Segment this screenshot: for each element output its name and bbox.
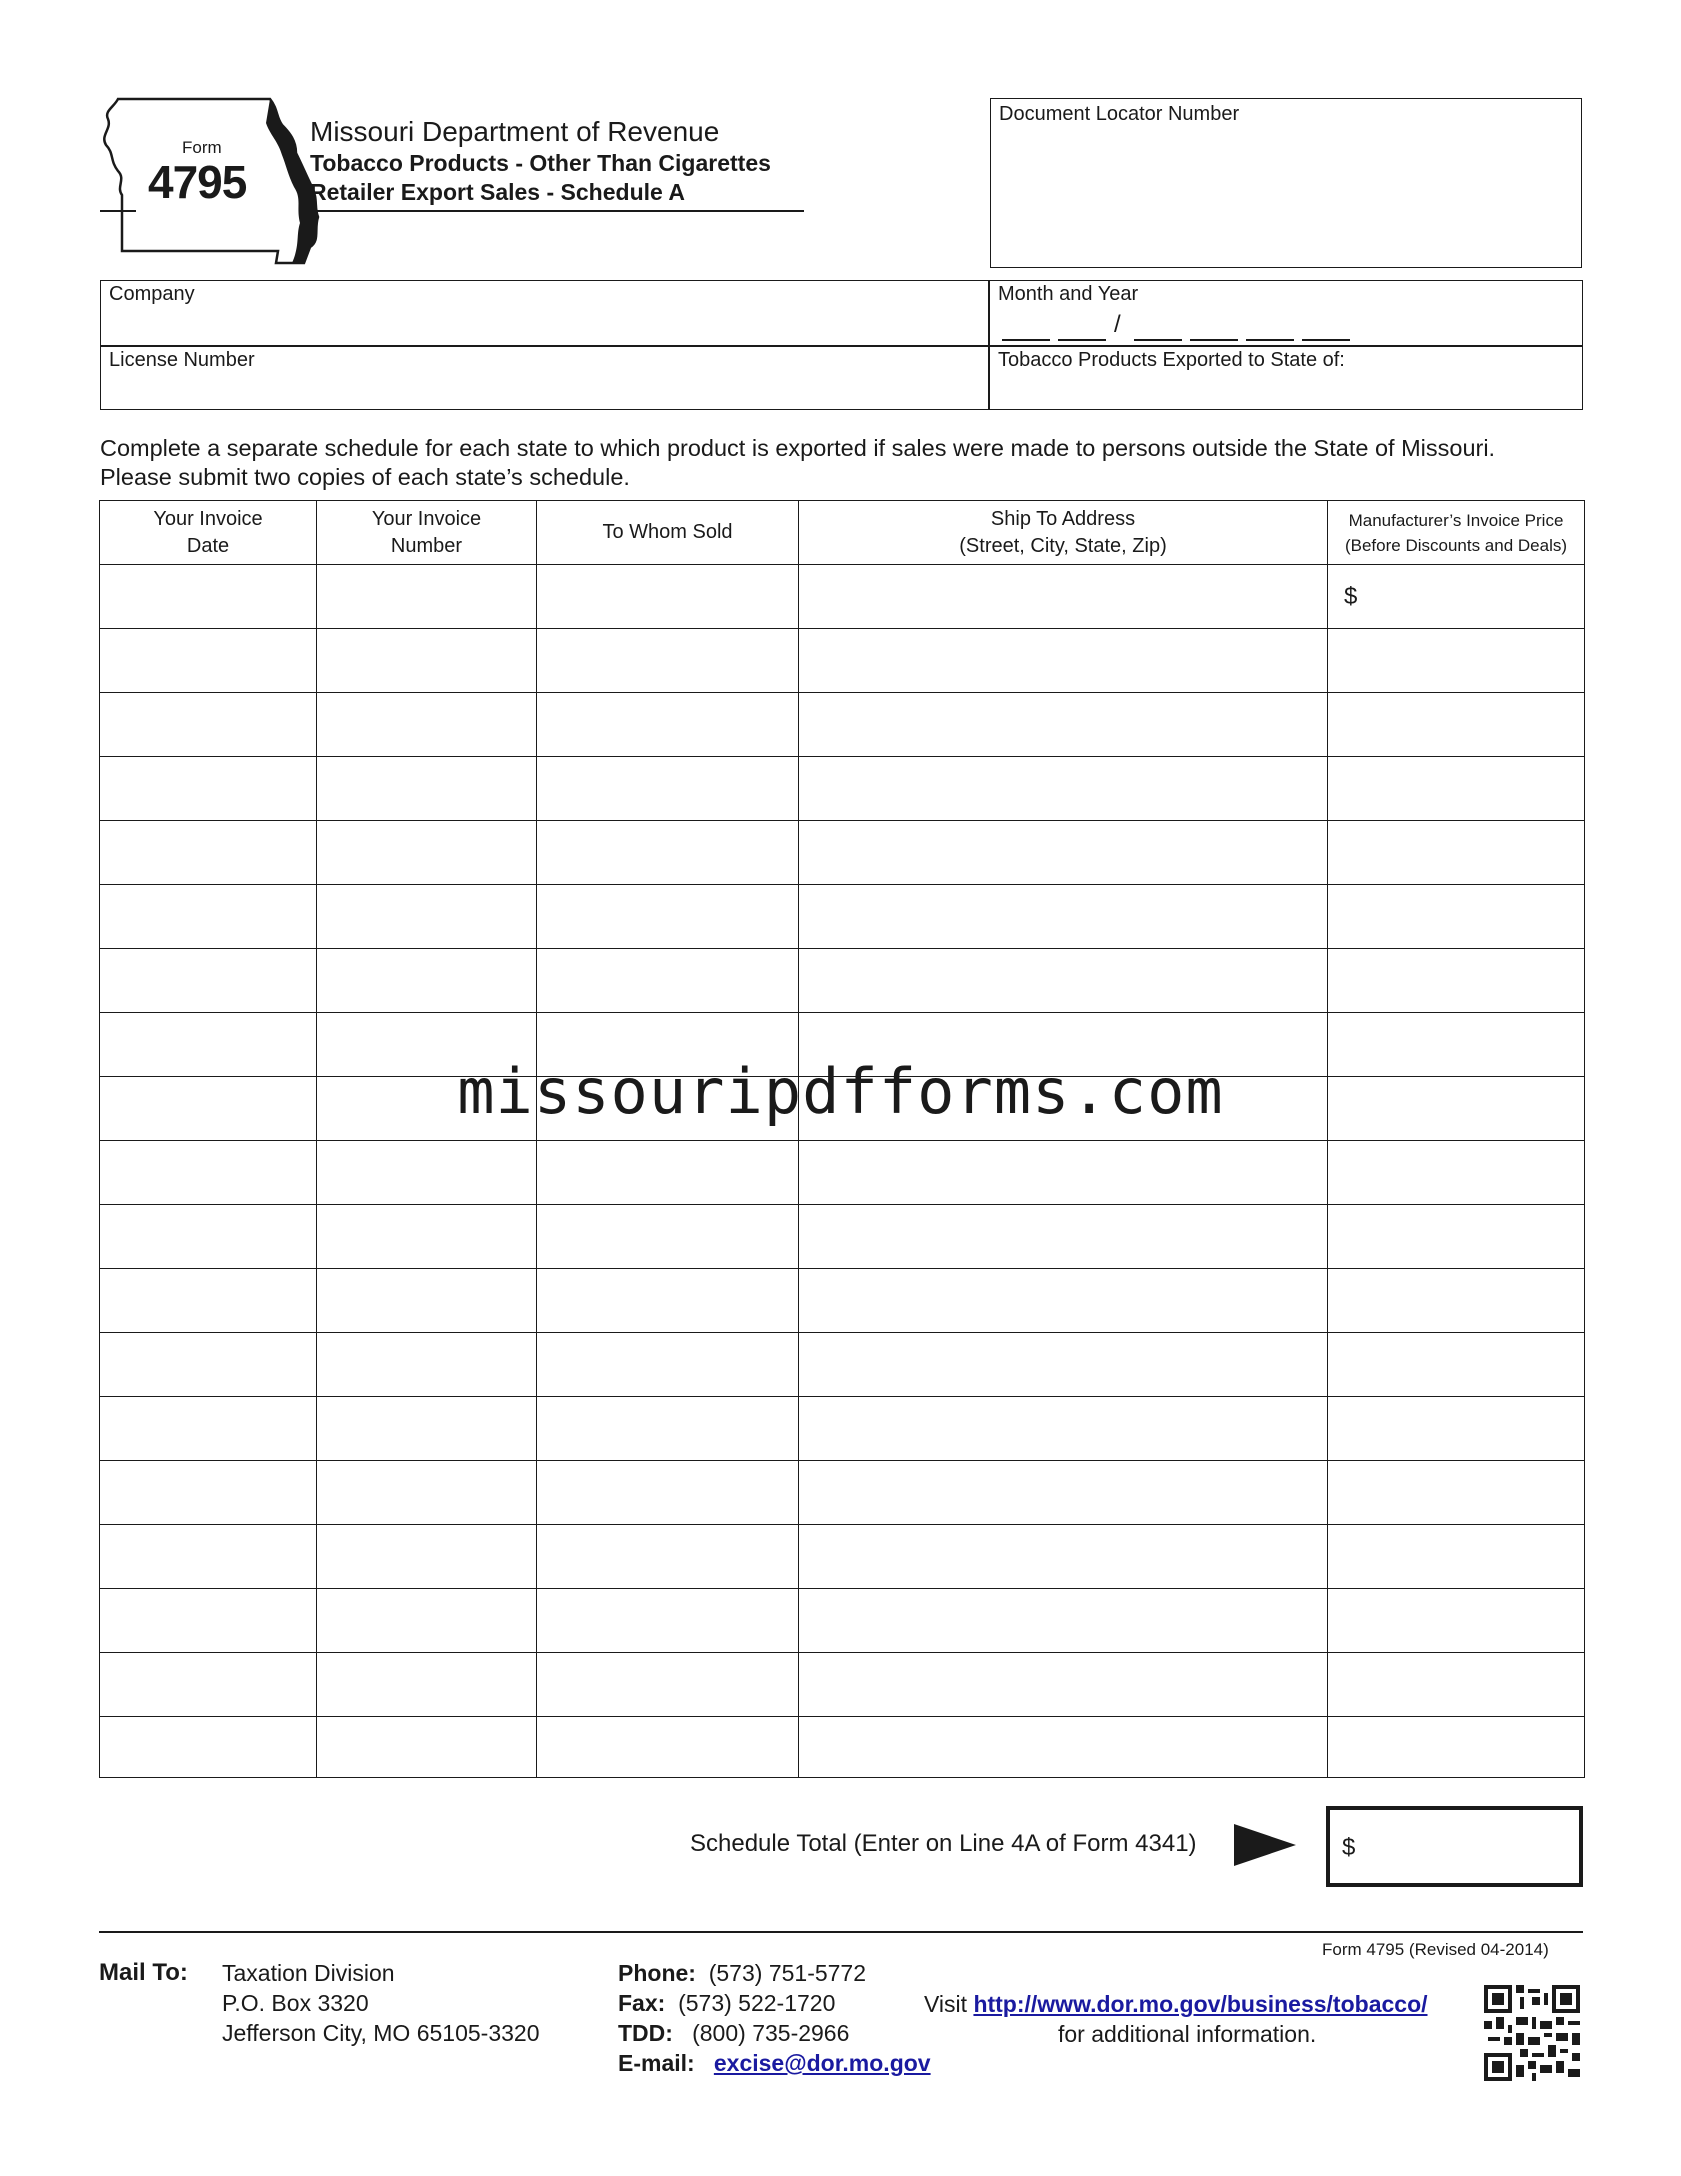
form-revision: Form 4795 (Revised 04-2014) — [1322, 1940, 1549, 1959]
cell-invoice-date[interactable] — [100, 1461, 317, 1525]
visit-label: Visit — [924, 1991, 968, 2017]
table-row — [100, 1205, 1585, 1269]
cell-ship-to-address[interactable] — [799, 1525, 1328, 1589]
form-title-line2: Retailer Export Sales - Schedule A — [310, 179, 685, 205]
instructions-line1: Complete a separate schedule for each state to which product is exported if sales were made to persons outside the State of Missouri. — [100, 435, 1496, 461]
col-invoice-number-l2: Number — [390, 534, 463, 557]
cell-to-whom-sold[interactable] — [537, 1589, 799, 1653]
cell-to-whom-sold[interactable] — [537, 885, 799, 949]
year-blank-3 — [1246, 339, 1294, 341]
mail-to-label: Mail To: — [99, 1959, 188, 1986]
export-state-label: Tobacco Products Exported to State of: — [998, 349, 1345, 371]
table-row — [100, 1141, 1585, 1205]
cell-invoice-number[interactable] — [317, 693, 537, 757]
cell-invoice-date[interactable] — [100, 1269, 317, 1333]
table-row — [100, 821, 1585, 885]
tdd-row — [618, 2018, 931, 2048]
cell-invoice-price[interactable] — [1328, 1205, 1585, 1269]
cell-ship-to-address[interactable] — [799, 565, 1328, 629]
cell-invoice-price[interactable] — [1328, 1397, 1585, 1461]
cell-invoice-number[interactable] — [317, 1717, 537, 1778]
phone-label: Phone: — [618, 1960, 696, 1986]
cell-invoice-number[interactable] — [317, 1269, 537, 1333]
cell-invoice-price[interactable]: $ — [1328, 565, 1585, 629]
cell-invoice-price[interactable] — [1328, 1525, 1585, 1589]
cell-to-whom-sold[interactable] — [537, 821, 799, 885]
col-invoice-price — [1328, 501, 1585, 565]
additional-info: for additional information. — [1058, 2021, 1317, 2047]
cell-invoice-date[interactable] — [100, 693, 317, 757]
cell-ship-to-address[interactable] — [799, 949, 1328, 1013]
year-blank-4 — [1302, 339, 1350, 341]
instructions-line2: Please submit two copies of each state’s schedule. — [100, 464, 630, 490]
cell-invoice-date[interactable] — [100, 821, 317, 885]
cell-invoice-price[interactable] — [1328, 757, 1585, 821]
cell-invoice-date[interactable] — [100, 1717, 317, 1778]
title-underline — [306, 210, 804, 212]
arrow-right-icon — [1232, 1822, 1298, 1868]
col-invoice-number-l1: Your Invoice — [371, 507, 482, 530]
cell-ship-to-address[interactable] — [799, 757, 1328, 821]
visit-line — [924, 1989, 1428, 2019]
license-number-field[interactable] — [101, 347, 987, 409]
cell-invoice-date[interactable] — [100, 949, 317, 1013]
schedule-total-label: Schedule Total (Enter on Line 4A of Form 4341) — [690, 1830, 1197, 1857]
instructions — [100, 434, 1495, 492]
cell-invoice-number[interactable] — [317, 1205, 537, 1269]
cell-to-whom-sold[interactable] — [537, 1333, 799, 1397]
cell-invoice-price[interactable] — [1328, 1717, 1585, 1778]
cell-to-whom-sold[interactable] — [537, 949, 799, 1013]
month-blank-2 — [1058, 339, 1106, 341]
cell-to-whom-sold[interactable] — [537, 1141, 799, 1205]
cell-invoice-number[interactable] — [317, 1461, 537, 1525]
cell-ship-to-address[interactable] — [799, 1653, 1328, 1717]
left-tick-rule — [100, 210, 136, 212]
email-label: E-mail: — [618, 2050, 695, 2076]
cell-invoice-price[interactable] — [1328, 1589, 1585, 1653]
cell-invoice-number[interactable] — [317, 565, 537, 629]
col-price-l2: (Before Discounts and Deals) — [1344, 535, 1568, 555]
cell-ship-to-address[interactable] — [799, 885, 1328, 949]
month-year-slash: / — [1114, 311, 1121, 338]
cell-invoice-date[interactable] — [100, 1205, 317, 1269]
table-row — [100, 1461, 1585, 1525]
col-invoice-date-l2: Date — [186, 534, 230, 557]
cell-invoice-number[interactable] — [317, 629, 537, 693]
cell-to-whom-sold[interactable] — [537, 1525, 799, 1589]
company-label: Company — [109, 283, 195, 305]
cell-invoice-number[interactable] — [317, 1589, 537, 1653]
cell-ship-to-address[interactable] — [799, 629, 1328, 693]
table-header-row — [100, 501, 1585, 565]
table-row — [100, 1269, 1585, 1333]
col-ship-to-address — [799, 501, 1328, 565]
table-row — [100, 885, 1585, 949]
cell-ship-to-address[interactable] — [799, 1205, 1328, 1269]
table-row — [100, 1525, 1585, 1589]
export-state-field[interactable] — [990, 347, 1582, 409]
cell-ship-to-address[interactable] — [799, 1717, 1328, 1778]
cell-invoice-price[interactable] — [1328, 629, 1585, 693]
schedule-total-field[interactable] — [1326, 1806, 1583, 1887]
footer-rule — [99, 1931, 1583, 1933]
tdd-number: (800) 735-2966 — [692, 2020, 850, 2046]
table-row — [100, 1653, 1585, 1717]
fax-row — [618, 1988, 931, 2018]
cell-ship-to-address[interactable] — [799, 1333, 1328, 1397]
cell-to-whom-sold[interactable] — [537, 1205, 799, 1269]
cell-invoice-date[interactable] — [100, 565, 317, 629]
cell-invoice-number[interactable] — [317, 821, 537, 885]
cell-invoice-date[interactable] — [100, 1525, 317, 1589]
cell-invoice-number[interactable] — [317, 1525, 537, 1589]
cell-to-whom-sold[interactable] — [537, 757, 799, 821]
document-locator-box[interactable] — [990, 98, 1582, 268]
col-invoice-date — [100, 501, 317, 565]
cell-invoice-price[interactable] — [1328, 1269, 1585, 1333]
fax-number: (573) 522-1720 — [678, 1990, 836, 2016]
cell-ship-to-address[interactable] — [799, 821, 1328, 885]
cell-invoice-number[interactable] — [317, 1653, 537, 1717]
cell-to-whom-sold[interactable] — [537, 1461, 799, 1525]
phone-row — [618, 1958, 931, 1988]
email-row — [618, 2048, 931, 2078]
contact-info — [618, 1958, 931, 2078]
cell-ship-to-address[interactable] — [799, 1589, 1328, 1653]
month-blank-1 — [1002, 339, 1050, 341]
cell-ship-to-address[interactable] — [799, 1269, 1328, 1333]
fax-label: Fax: — [618, 1990, 666, 2016]
col-ship-to-l1: Ship To Address — [990, 507, 1136, 530]
cell-invoice-number[interactable] — [317, 757, 537, 821]
qr-code-icon — [1484, 1985, 1580, 2081]
cell-invoice-price[interactable] — [1328, 1653, 1585, 1717]
watermark: missouripdfforms.com — [457, 1055, 1224, 1128]
cell-invoice-date[interactable] — [100, 1141, 317, 1205]
cell-invoice-price[interactable] — [1328, 693, 1585, 757]
schedule-total-currency: $ — [1342, 1834, 1356, 1861]
schedule-table — [99, 500, 1585, 1778]
cell-invoice-price[interactable] — [1328, 1141, 1585, 1205]
cell-invoice-price[interactable] — [1328, 821, 1585, 885]
cell-to-whom-sold[interactable] — [537, 693, 799, 757]
year-blank-2 — [1190, 339, 1238, 341]
table-row — [100, 693, 1585, 757]
cell-to-whom-sold[interactable] — [537, 565, 799, 629]
cell-invoice-number[interactable] — [317, 1141, 537, 1205]
table-row — [100, 1333, 1585, 1397]
col-invoice-number — [317, 501, 537, 565]
license-number-label: License Number — [109, 349, 255, 371]
month-year-field[interactable] — [990, 281, 1582, 344]
month-year-label: Month and Year — [998, 283, 1139, 305]
table-row — [100, 1397, 1585, 1461]
cell-invoice-price[interactable] — [1328, 885, 1585, 949]
cell-invoice-date[interactable] — [100, 885, 317, 949]
mailing-address — [222, 1958, 540, 2048]
email-link[interactable]: excise@dor.mo.gov — [713, 2050, 931, 2076]
cell-to-whom-sold[interactable] — [537, 1717, 799, 1778]
table-row — [100, 629, 1585, 693]
cell-to-whom-sold[interactable] — [537, 1269, 799, 1333]
department-name: Missouri Department of Revenue — [310, 116, 720, 147]
cell-invoice-price[interactable] — [1328, 1461, 1585, 1525]
table-row — [100, 565, 1585, 629]
cell-invoice-date[interactable] — [100, 629, 317, 693]
address-line2: P.O. Box 3320 — [222, 1990, 369, 2016]
document-locator-label: Document Locator Number — [999, 103, 1240, 125]
form-title-line1: Tobacco Products - Other Than Cigarettes — [310, 150, 771, 176]
cell-invoice-price[interactable] — [1328, 1333, 1585, 1397]
cell-ship-to-address[interactable] — [799, 1397, 1328, 1461]
year-blank-1 — [1134, 339, 1182, 341]
tdd-label: TDD: — [618, 2020, 673, 2046]
cell-invoice-number[interactable] — [317, 885, 537, 949]
cell-invoice-date[interactable] — [100, 1333, 317, 1397]
cell-invoice-date[interactable] — [100, 1653, 317, 1717]
tobacco-website-link[interactable]: http://www.dor.mo.gov/business/tobacco/ — [973, 1991, 1428, 2017]
cell-ship-to-address[interactable] — [799, 1141, 1328, 1205]
cell-ship-to-address[interactable] — [799, 693, 1328, 757]
col-price-l1: Manufacturer’s Invoice Price — [1348, 510, 1564, 530]
cell-invoice-date[interactable] — [100, 757, 317, 821]
table-row — [100, 949, 1585, 1013]
cell-invoice-number[interactable] — [317, 1333, 537, 1397]
table-row — [100, 757, 1585, 821]
col-invoice-date-l1: Your Invoice — [153, 507, 263, 530]
cell-invoice-number[interactable] — [317, 1397, 537, 1461]
form-number: 4795 — [148, 156, 247, 208]
table-row — [100, 1589, 1585, 1653]
cell-to-whom-sold[interactable] — [537, 629, 799, 693]
form-label: Form — [182, 138, 222, 157]
col-to-whom-sold: To Whom Sold — [537, 501, 799, 565]
address-line3: Jefferson City, MO 65105-3320 — [222, 2020, 540, 2046]
cell-invoice-date[interactable] — [100, 1397, 317, 1461]
address-line1: Taxation Division — [222, 1960, 395, 1986]
table-row — [100, 1717, 1585, 1778]
cell-invoice-date[interactable] — [100, 1589, 317, 1653]
col-ship-to-l2: (Street, City, State, Zip) — [959, 534, 1167, 557]
phone-number: (573) 751-5772 — [708, 1960, 867, 1986]
cell-invoice-price[interactable] — [1328, 949, 1585, 1013]
cell-ship-to-address[interactable] — [799, 1461, 1328, 1525]
cell-invoice-number[interactable] — [317, 949, 537, 1013]
company-field[interactable] — [101, 281, 987, 344]
cell-to-whom-sold[interactable] — [537, 1653, 799, 1717]
cell-to-whom-sold[interactable] — [537, 1397, 799, 1461]
